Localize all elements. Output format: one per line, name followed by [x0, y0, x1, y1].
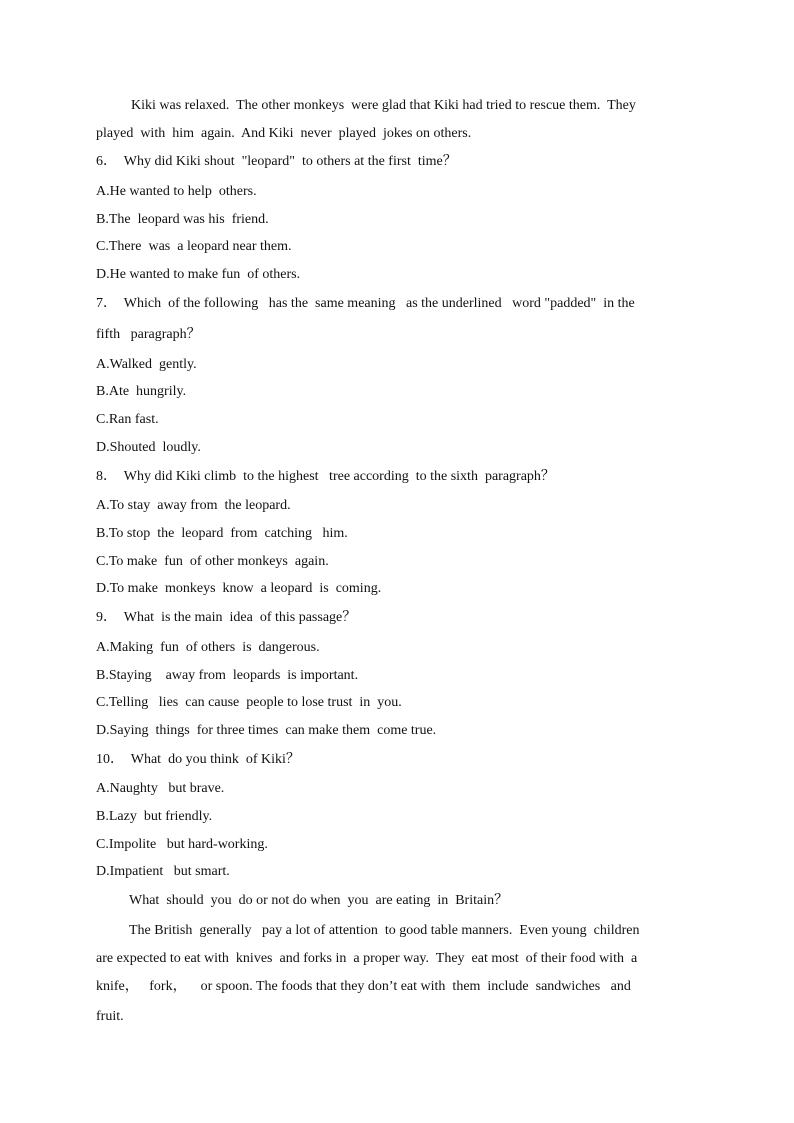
question-9-option-d: D.Saying things for three times can make them come true.	[96, 723, 437, 738]
question-10-stem: 10． What do you think of Kiki？	[96, 752, 300, 767]
question-10-option-a: A.Naughty but brave.	[96, 781, 225, 796]
question-8-stem: 8． Why did Kiki climb to the highest tree according to the sixth paragraph？	[96, 469, 555, 484]
question-8-option-a: A.To stay away from the leopard.	[96, 498, 291, 513]
question-10-option-d: D.Impatient but smart.	[96, 864, 230, 879]
question-9-stem: 9． What is the main idea of this passage？	[96, 610, 357, 625]
question-8-option-c: C.To make fun of other monkeys again.	[96, 554, 329, 569]
question-8-option-d: D.To make monkeys know a leopard is coming.	[96, 581, 382, 596]
next-passage-line: fruit.	[96, 1009, 124, 1024]
question-6-stem: 6． Why did Kiki shout "leopard" to others at the first time？	[96, 154, 457, 169]
question-6-option-b: B.The leopard was his friend.	[96, 212, 269, 227]
question-7-stem-continued: fifth paragraph？	[96, 327, 201, 342]
question-8-option-b: B.To stop the leopard from catching him.	[96, 526, 348, 541]
next-passage-line: knife， fork， or spoon. The foods that they don’t eat with them include sandwiches and	[96, 979, 631, 994]
question-6-option-c: C.There was a leopard near them.	[96, 239, 292, 254]
question-7-option-d: D.Shouted loudly.	[96, 440, 201, 455]
next-passage-title: What should you do or not do when you are eating in Britain？	[129, 893, 509, 908]
question-10-option-c: C.Impolite but hard-working.	[96, 837, 268, 852]
question-10-option-b: B.Lazy but friendly.	[96, 809, 213, 824]
question-7-option-a: A.Walked gently.	[96, 357, 197, 372]
next-passage-line: are expected to eat with knives and forks in a proper way. They eat most of their food with a	[96, 951, 638, 966]
question-6-option-a: A.He wanted to help others.	[96, 184, 257, 199]
question-9-option-c: C.Telling lies can cause people to lose trust in you.	[96, 695, 402, 710]
question-9-option-b: B.Staying away from leopards is important.	[96, 668, 359, 683]
question-7-stem: 7． Which of the following has the same meaning as the underlined word "padded" in the	[96, 296, 635, 311]
question-7-option-c: C.Ran fast.	[96, 412, 159, 427]
passage-text-line: Kiki was relaxed. The other monkeys were glad that Kiki had tried to rescue them. They	[131, 98, 636, 113]
question-6-option-d: D.He wanted to make fun of others.	[96, 267, 301, 282]
next-passage-line: The British generally pay a lot of attention to good table manners. Even young children	[129, 923, 640, 938]
question-7-option-b: B.Ate hungrily.	[96, 384, 187, 399]
question-9-option-a: A.Making fun of others is dangerous.	[96, 640, 320, 655]
passage-text-line: played with him again. And Kiki never played jokes on others.	[96, 126, 472, 141]
